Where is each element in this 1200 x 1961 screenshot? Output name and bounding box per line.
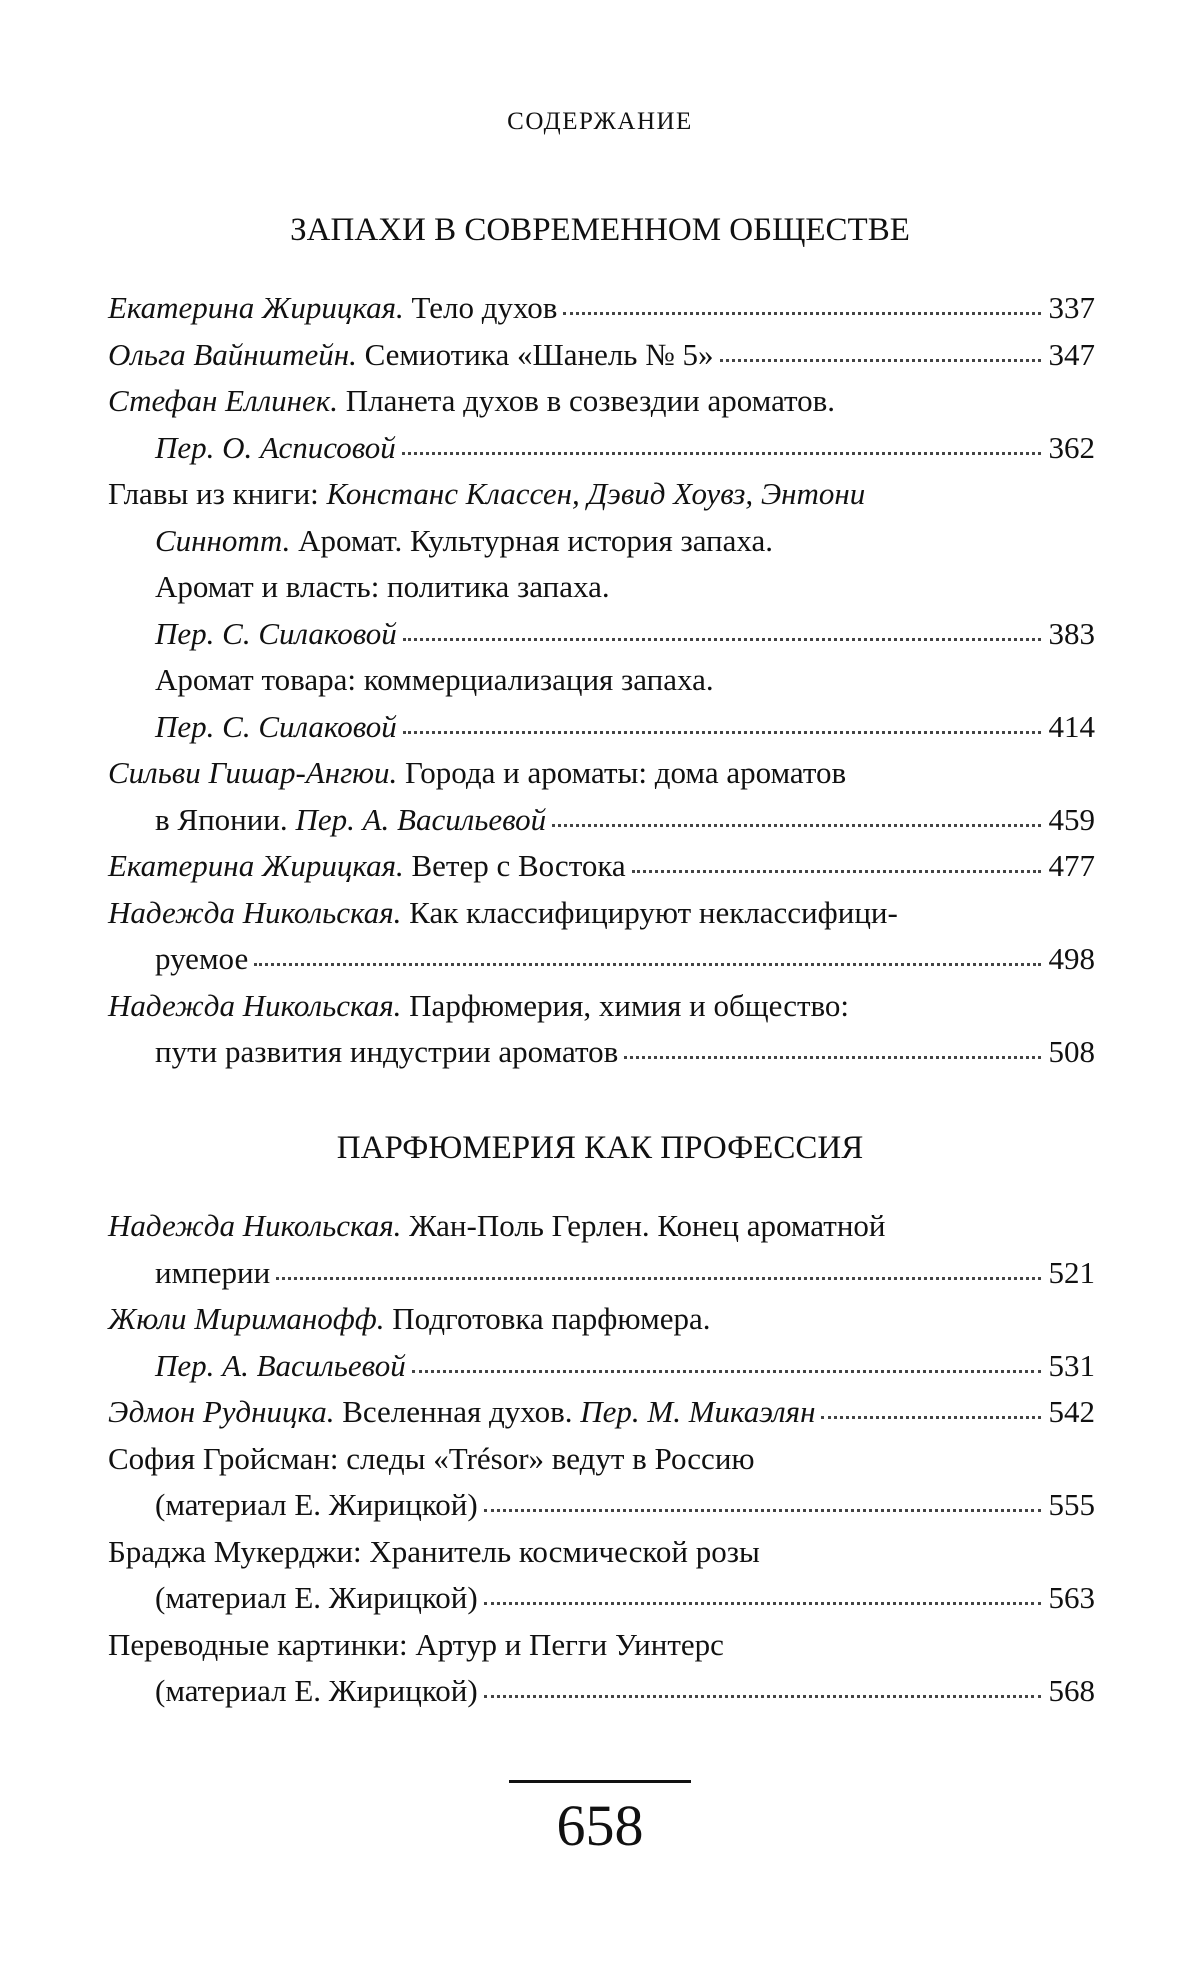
toc-page-number: 383 bbox=[1048, 615, 1095, 651]
leader-dots bbox=[276, 1276, 1041, 1280]
leader-dots bbox=[484, 1601, 1041, 1605]
toc-entry-line bbox=[108, 750, 1095, 797]
toc-entry-text bbox=[155, 936, 248, 983]
toc-title-text: София Гройсман: следы «Trésor» ведут в Россию bbox=[108, 1440, 755, 1476]
toc-author-or-translator: Пер. С. Силаковой bbox=[155, 615, 397, 651]
toc-entry-line bbox=[108, 378, 1095, 425]
toc-entry-text bbox=[155, 797, 546, 844]
toc-entry-text bbox=[108, 471, 865, 518]
toc-author-or-translator: Стефан Еллинек. bbox=[108, 383, 338, 418]
toc-entry-line bbox=[108, 843, 1095, 890]
toc-entry-line bbox=[108, 1250, 1095, 1297]
toc-author-or-translator: Надежда Никольская. bbox=[108, 894, 402, 930]
toc-title-text: Подготовка парфюмера. bbox=[384, 1301, 711, 1336]
toc-title-text: Семиотика «Шанель № 5» bbox=[356, 336, 714, 372]
toc-page-number: 459 bbox=[1048, 801, 1095, 837]
toc-author-or-translator: Пер. М. Микаэлян bbox=[580, 1394, 816, 1429]
toc-title-text: Как классифицируют неклассифици- bbox=[401, 894, 898, 930]
toc-entry-line bbox=[108, 983, 1095, 1030]
toc-title-text: (материал Е. Жирицкой) bbox=[155, 1673, 478, 1708]
toc-page-number: 542 bbox=[1048, 1394, 1095, 1429]
toc-entry-text bbox=[108, 1436, 755, 1483]
toc-entry-line bbox=[108, 471, 1095, 518]
toc-entry-line bbox=[108, 1389, 1095, 1436]
toc-author-or-translator: Пер. А. Васильевой bbox=[155, 1347, 406, 1383]
toc-entry-text bbox=[155, 611, 397, 658]
page-number: 658 bbox=[556, 1793, 644, 1858]
toc-entry-line bbox=[108, 797, 1095, 844]
toc-entry-text bbox=[155, 1668, 478, 1715]
toc-entry-text bbox=[108, 1296, 711, 1343]
toc-title-text: Ветер с Востока bbox=[403, 848, 626, 883]
toc-author-or-translator: Екатерина Жирицкая. bbox=[108, 290, 404, 325]
toc-author-or-translator: Екатерина Жирицкая. bbox=[108, 848, 404, 883]
leader-dots bbox=[632, 869, 1041, 873]
toc-title-text: Переводные картинки: Артур и Пегги Уинтерс bbox=[108, 1626, 724, 1662]
toc-section-1 bbox=[108, 285, 1095, 1076]
toc-entry-text bbox=[108, 285, 557, 332]
toc-entry-line bbox=[108, 657, 1095, 704]
toc-entry-line bbox=[108, 425, 1095, 472]
footer-rule bbox=[509, 1780, 691, 1783]
leader-dots bbox=[254, 962, 1041, 966]
leader-dots bbox=[821, 1415, 1041, 1419]
toc-page-number: 498 bbox=[1048, 941, 1095, 976]
toc-title-text: Вселенная духов. bbox=[334, 1394, 581, 1429]
toc-entry-line bbox=[108, 564, 1095, 611]
toc-entry-line bbox=[108, 1029, 1095, 1076]
toc-entry-text bbox=[155, 1343, 406, 1390]
toc-entry-text bbox=[155, 1029, 618, 1076]
toc-author-or-translator: Пер. С. Силаковой bbox=[155, 708, 397, 744]
toc-entry-line bbox=[108, 611, 1095, 658]
toc-entry-text bbox=[155, 425, 396, 472]
toc-title-text: Главы из книги: bbox=[108, 476, 327, 511]
toc-page-number: 563 bbox=[1048, 1580, 1095, 1615]
toc-author-or-translator: Жюли Мириманофф. bbox=[108, 1301, 385, 1336]
toc-entry-text bbox=[155, 657, 714, 704]
toc-entry-text bbox=[108, 1203, 886, 1250]
toc-entry-text bbox=[155, 1250, 270, 1297]
toc-entry-text bbox=[108, 1389, 815, 1436]
toc-author-or-translator: Ольга Вайнштейн. bbox=[108, 336, 357, 372]
toc-entry-text bbox=[155, 564, 610, 611]
toc-page-number: 337 bbox=[1048, 290, 1095, 325]
toc-title-text: Планета духов в созвездии ароматов. bbox=[338, 383, 836, 418]
toc-author-or-translator: Синнотт. bbox=[155, 522, 291, 558]
toc-page-number: 362 bbox=[1048, 429, 1095, 465]
toc-page-number: 521 bbox=[1048, 1254, 1095, 1290]
toc-title-text: в Японии. bbox=[155, 801, 296, 837]
toc-page-number: 414 bbox=[1048, 708, 1095, 744]
toc-entry-line bbox=[108, 1622, 1095, 1669]
leader-dots bbox=[403, 637, 1041, 641]
toc-title-text: (материал Е. Жирицкой) bbox=[155, 1580, 478, 1615]
toc-title-text: Аромат и власть: политика запаха. bbox=[155, 569, 610, 604]
toc-entry-line bbox=[108, 285, 1095, 332]
toc-entry-text bbox=[108, 843, 626, 890]
toc-title-text: Города и ароматы: дома ароматов bbox=[397, 755, 847, 790]
toc-author-or-translator: Надежда Никольская. bbox=[108, 1208, 402, 1243]
toc-entry-line bbox=[108, 518, 1095, 565]
toc-entry-text bbox=[155, 518, 773, 565]
leader-dots bbox=[563, 311, 1041, 315]
toc-entry-line bbox=[108, 1575, 1095, 1622]
toc-author-or-translator: Пер. О. Асписовой bbox=[155, 429, 396, 465]
toc-entry-text bbox=[108, 1529, 760, 1576]
toc-entry-line bbox=[108, 890, 1095, 937]
toc-page-number: 508 bbox=[1048, 1034, 1095, 1069]
toc-title-text: (материал Е. Жирицкой) bbox=[155, 1487, 478, 1522]
section-title-1: ЗАПАХИ В СОВРЕМЕННОМ ОБЩЕСТВЕ bbox=[290, 212, 910, 248]
leader-dots bbox=[720, 358, 1041, 362]
toc-page-number: 555 bbox=[1048, 1487, 1095, 1522]
toc-entry-line bbox=[108, 1343, 1095, 1390]
toc-entry-line bbox=[108, 936, 1095, 983]
toc-entry-text bbox=[155, 704, 397, 751]
section-title-2: ПАРФЮМЕРИЯ КАК ПРОФЕССИЯ bbox=[336, 1130, 864, 1166]
toc-entry-line bbox=[108, 1203, 1095, 1250]
toc-title-text: Парфюмерия, химия и общество: bbox=[401, 987, 850, 1023]
leader-dots bbox=[552, 823, 1041, 827]
toc-entry-text bbox=[108, 332, 714, 379]
toc-entry-line bbox=[108, 332, 1095, 379]
toc-entry-text bbox=[108, 1622, 724, 1669]
toc-title-text: руемое bbox=[155, 941, 249, 976]
toc-entry-line bbox=[108, 1529, 1095, 1576]
toc-author-or-translator: Эдмон Рудницка. bbox=[108, 1394, 335, 1429]
toc-title-text: Тело духов bbox=[403, 290, 558, 325]
toc-author-or-translator: Надежда Никольская. bbox=[108, 987, 402, 1023]
toc-page-number: 531 bbox=[1048, 1347, 1095, 1383]
toc-title-text: Аромат товара: коммерциализация запаха. bbox=[155, 662, 714, 697]
toc-entry-text bbox=[108, 378, 835, 425]
toc-entry-line bbox=[108, 1296, 1095, 1343]
leader-dots bbox=[484, 1508, 1041, 1512]
toc-title-text: Браджа Мукерджи: Хранитель космической розы bbox=[108, 1533, 760, 1569]
toc-entry-text bbox=[155, 1482, 478, 1529]
toc-author-or-translator: Констанс Классен, Дэвид Хоувз, Энтони bbox=[326, 476, 866, 511]
toc-title-text: империи bbox=[155, 1254, 271, 1290]
leader-dots bbox=[402, 451, 1041, 455]
toc-entry-line bbox=[108, 704, 1095, 751]
toc-entry-text bbox=[108, 983, 849, 1030]
toc-author-or-translator: Сильви Гишар-Ангюи. bbox=[108, 755, 398, 790]
toc-author-or-translator: Пер. А. Васильевой bbox=[295, 801, 547, 837]
toc-entry-line bbox=[108, 1436, 1095, 1483]
running-head: СОДЕРЖАНИЕ bbox=[507, 108, 693, 135]
toc-page-number: 568 bbox=[1048, 1673, 1095, 1708]
leader-dots bbox=[403, 730, 1041, 734]
toc-page-number: 477 bbox=[1048, 848, 1095, 883]
toc-title-text: пути развития индустрии ароматов bbox=[155, 1034, 619, 1069]
toc-entry-line bbox=[108, 1668, 1095, 1715]
toc-entry-text bbox=[155, 1575, 478, 1622]
toc-entry-text bbox=[108, 890, 898, 937]
toc-title-text: Жан-Поль Герлен. Конец ароматной bbox=[401, 1208, 886, 1243]
toc-entry-text bbox=[108, 750, 846, 797]
toc-page-number: 347 bbox=[1048, 336, 1095, 372]
leader-dots bbox=[484, 1694, 1041, 1698]
leader-dots bbox=[412, 1369, 1041, 1373]
toc-section-2 bbox=[108, 1203, 1095, 1715]
leader-dots bbox=[624, 1055, 1041, 1059]
toc-title-text: Аромат. Культурная история запаха. bbox=[290, 522, 774, 558]
toc-entry-line bbox=[108, 1482, 1095, 1529]
